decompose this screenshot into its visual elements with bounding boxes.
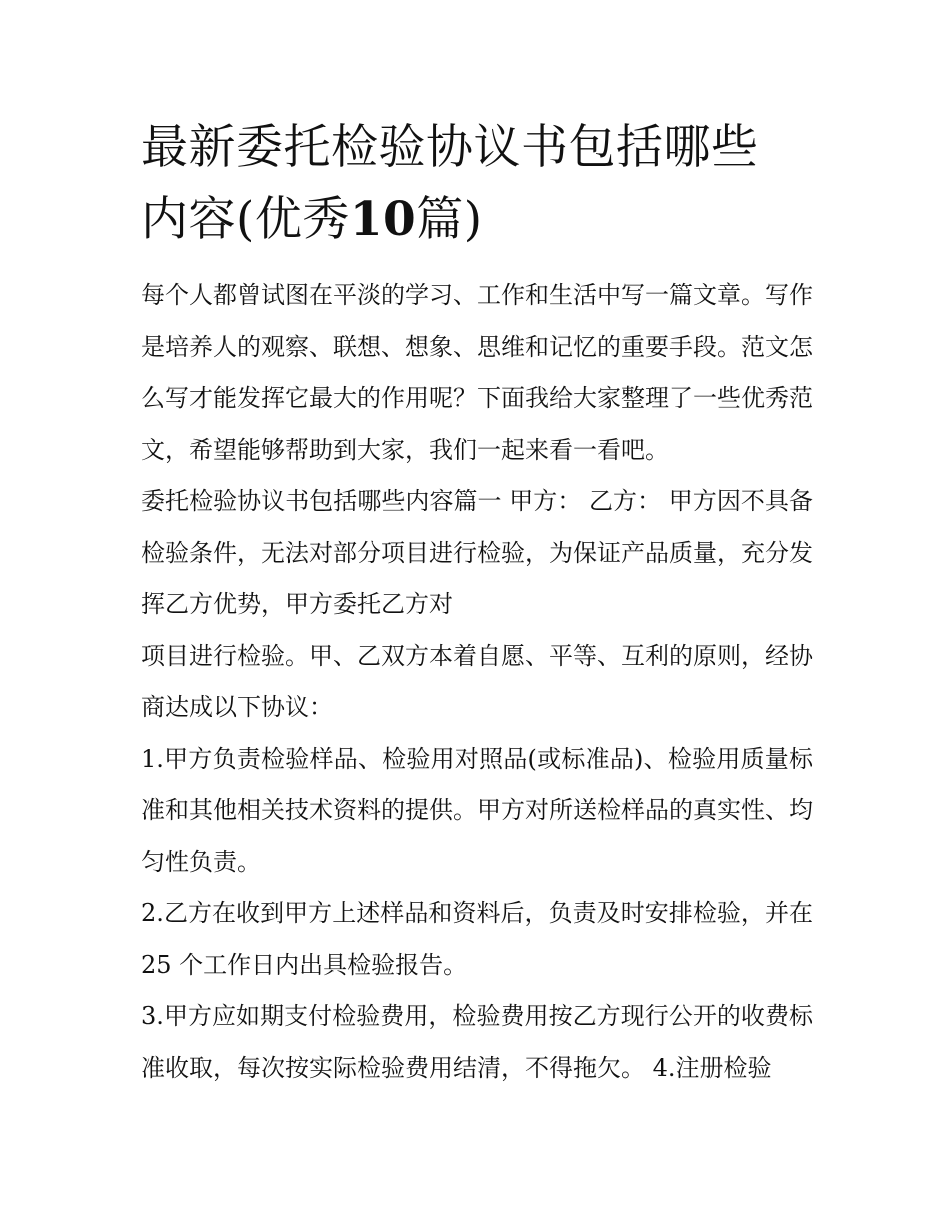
- paragraph-clause-2: 2.乙方在收到甲方上述样品和资料后，负责及时安排检验，并在 25 个工作日内出具检验报告。: [141, 899, 813, 979]
- paragraph-clause-3: 3.甲方应如期支付检验费用，检验费用按乙方现行公开的收费标准收取，每次按实际检验费用结清，不得拖欠。 4.注册检验: [141, 1002, 813, 1082]
- title-line-1: 最新委托检验协议书包括哪些: [141, 120, 759, 175]
- document-body: [141, 270, 813, 1094]
- paragraph-parties: 委托检验协议书包括哪些内容篇一 甲方： 乙方： 甲方因不具备检验条件，无法对部分项目进行检验，为保证产品质量，充分发挥乙方优势，甲方委托乙方对: [141, 487, 813, 618]
- paragraph-principle: 项目进行检验。甲、乙双方本着自愿、平等、互利的原则，经协商达成以下协议：: [141, 641, 813, 721]
- document-content: [141, 112, 813, 1094]
- title-line-2-number: 10: [349, 192, 417, 247]
- paragraph-intro: 每个人都曾试图在平淡的学习、工作和生活中写一篇文章。写作是培养人的观察、联想、想象、思维和记忆的重要手段。范文怎么写才能发挥它最大的作用呢？下面我给大家整理了一些优秀范文，希望能够帮助到大家，我们一起来看一看吧。: [141, 281, 813, 464]
- title-line-2-end: 篇): [416, 192, 483, 247]
- title-line-2-start: 内容(优秀: [141, 192, 350, 247]
- paragraph-clause-1: 1.甲方负责检验样品、检验用对照品(或标准品)、检验用质量标准和其他相关技术资料的提供。甲方对所送检样品的真实性、均匀性负责。: [141, 744, 813, 876]
- document-title: [141, 112, 813, 256]
